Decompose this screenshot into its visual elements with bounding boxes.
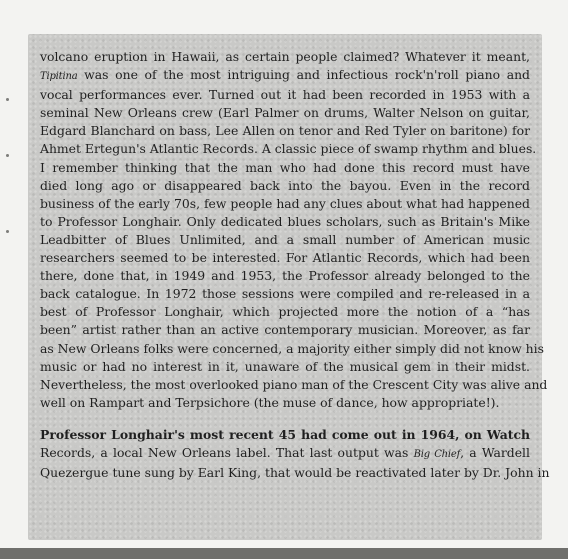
text-line: I remember thinking that the man who had done this record must have bbox=[40, 159, 530, 175]
text-line: seminal New Orleans crew (Earl Palmer on drums, Walter Nelson on guitar, bbox=[40, 105, 530, 121]
margin-speck bbox=[6, 154, 9, 157]
text-line: Ahmet Ertegun's Atlantic Records. A classic piece of swamp rhythm and blues. bbox=[40, 141, 537, 157]
text-line: been” artist rather than an active contemporary musician. Moreover, as far bbox=[40, 322, 530, 338]
text-line: there, done that, in 1949 and 1953, the Professor already belonged to the bbox=[40, 268, 530, 284]
paragraph-lead-bold: Professor Longhair's most recent 45 had come out in 1964, on Watch bbox=[40, 426, 530, 442]
text-line: as New Orleans folks were concerned, a majority either simply did not know his bbox=[40, 340, 544, 356]
text-line: back catalogue. In 1972 those sessions were compiled and re-released in a bbox=[40, 286, 530, 302]
text-line-segment: Records, a local New Orleans label. That last output was bbox=[40, 444, 414, 460]
text-line: vocal performances ever. Turned out it had been recorded in 1953 with a bbox=[40, 87, 530, 103]
text-line: Edgard Blanchard on bass, Lee Allen on tenor and Red Tyler on baritone) for bbox=[40, 123, 530, 139]
text-line: business of the early 70s, few people had any clues about what had happened bbox=[40, 195, 530, 211]
text-line: Nevertheless, the most overlooked piano man of the Crescent City was alive and bbox=[40, 376, 548, 392]
text-line-segment: was one of the most intriguing and infectious rock'n'roll piano and bbox=[77, 67, 530, 83]
text-line: music or had no interest in it, unaware of the musical gem in their midst. bbox=[40, 358, 530, 374]
song-title-big-chief: Big Chief bbox=[413, 448, 461, 460]
text-line: Leadbitter of Blues Unlimited, and a small number of American music bbox=[40, 231, 530, 247]
body-text bbox=[40, 48, 550, 482]
text-line: volcano eruption in Hawaii, as certain people claimed? Whatever it meant, bbox=[40, 49, 530, 64]
text-line bbox=[40, 444, 530, 464]
text-line: Quezergue tune sung by Earl King, that would be reactivated later by Dr. John in bbox=[40, 465, 550, 481]
song-title-tipitina: Tipitina bbox=[40, 71, 78, 83]
margin-speck bbox=[6, 98, 9, 101]
text-line: best of Professor Longhair, which projected more the notion of a “has bbox=[40, 304, 530, 320]
text-line: died long ago or disappeared back into the bayou. Even in the record bbox=[40, 177, 530, 193]
paragraph-gap bbox=[40, 412, 530, 426]
text-line bbox=[40, 66, 530, 86]
text-line: researchers seemed to be interested. For Atlantic Records, which had been bbox=[40, 250, 530, 266]
text-line: well on Rampart and Terpsichore (the muse of dance, how appropriate!). bbox=[40, 394, 500, 410]
bottom-page-edge bbox=[0, 548, 568, 559]
text-line: to Professor Longhair. Only dedicated blues scholars, such as Britain's Mike bbox=[40, 213, 530, 229]
text-line-segment: , a Wardell bbox=[460, 444, 530, 460]
margin-speck bbox=[6, 230, 9, 233]
